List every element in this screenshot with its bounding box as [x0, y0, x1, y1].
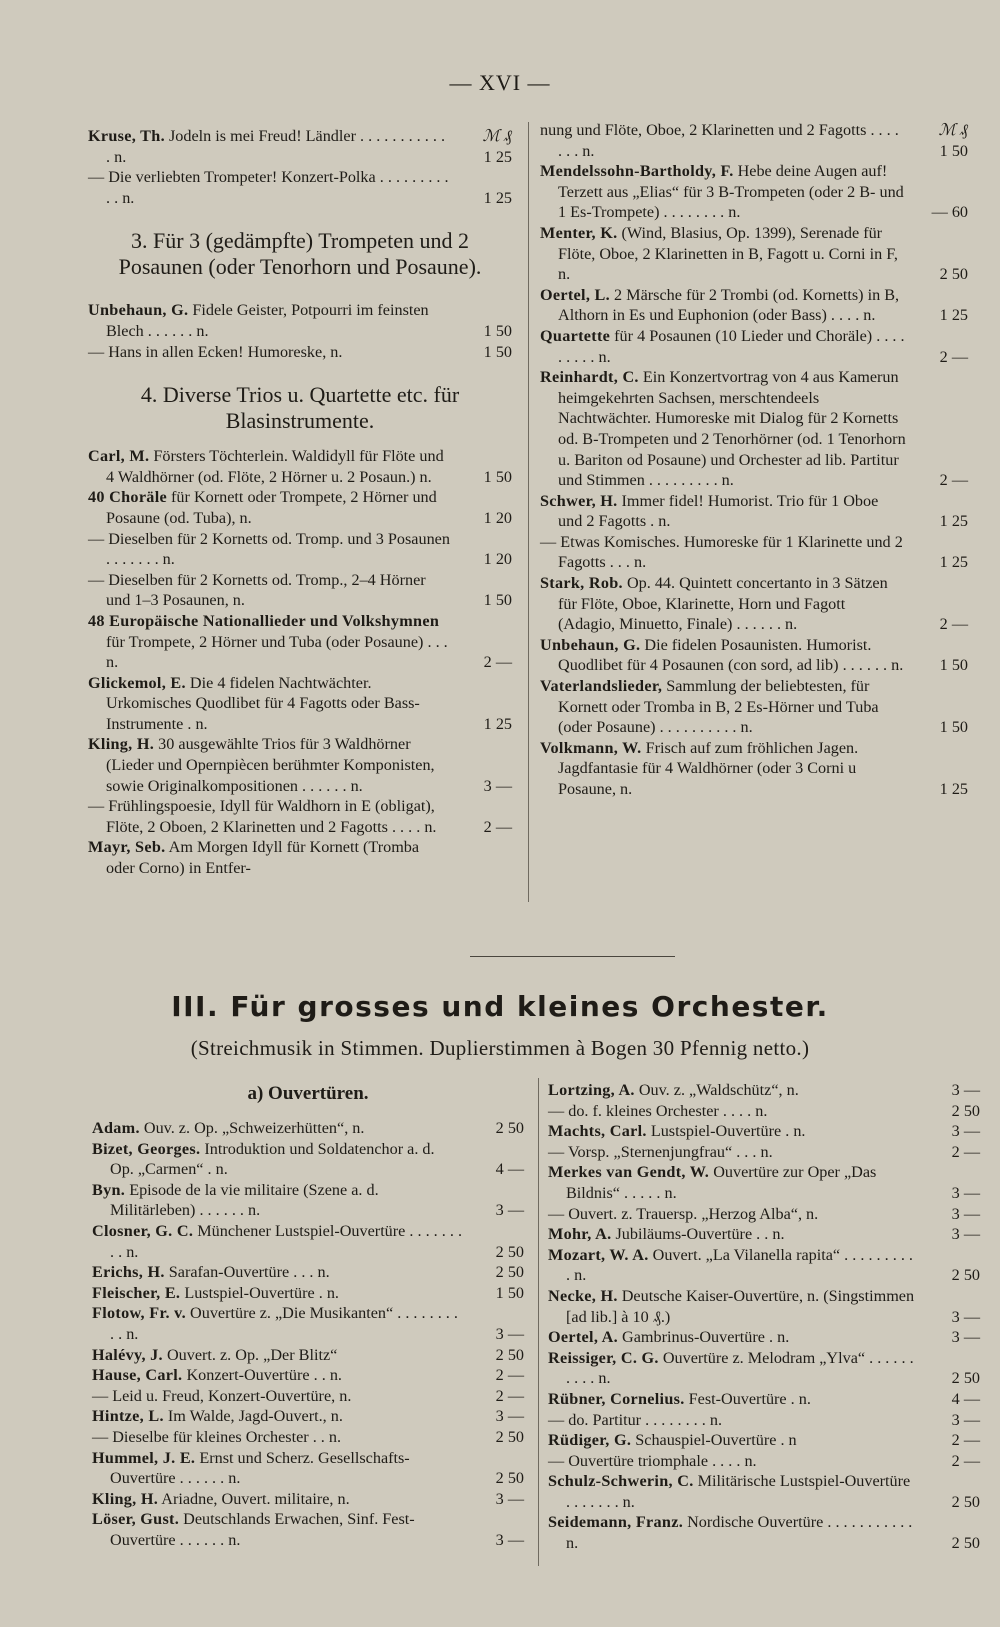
entry-price: 3 — — [495, 1201, 524, 1220]
catalog-entry — [548, 1286, 980, 1327]
spacer — [88, 208, 512, 228]
catalog-entry — [540, 120, 968, 161]
entry-price: 3 — — [495, 1530, 524, 1549]
entry-description: — Dieselbe für kleines Orchester . . n. — [92, 1427, 342, 1446]
entry-description: Ouvertüre z. „Die Musikanten“ . . . . . . . . . . n. — [110, 1304, 458, 1343]
currency-header: ℳ ₰ — [938, 121, 968, 139]
section-subtitle: (Streichmusik in Stimmen. Duplierstimmen à Bogen 30 Pfennig netto.) — [190, 1036, 810, 1060]
entry-composer: Schulz-Schwerin, C. — [548, 1472, 694, 1491]
entry-description: Ariadne, Ouvert. militaire, n. — [158, 1489, 350, 1508]
catalog-entry — [92, 1118, 524, 1139]
entry-composer: Oertel, L. — [540, 285, 610, 304]
entry-description: Konzert-Ouvertüre . . n. — [182, 1366, 342, 1385]
entry-composer: Merkes van Gendt, W. — [548, 1163, 710, 1182]
catalog-entry — [540, 285, 968, 326]
entry-price: 2 50 — [951, 1266, 980, 1285]
entry-composer: Kling, H. — [88, 735, 155, 754]
entry-description: Die 4 fidelen Nachtwächter. Urkomisches Quodlibet für 4 Fagotts oder Bass-Instrumente . n. — [106, 673, 420, 733]
entry-composer: Flotow, Fr. v. — [92, 1304, 186, 1323]
catalog-entry — [92, 1283, 524, 1304]
entry-composer: Glickemol, E. — [88, 673, 186, 692]
entry-price: 2 50 — [495, 1263, 524, 1282]
entry-description: für 4 Posaunen (10 Lieder und Choräle) . . . . . . . . . n. — [558, 326, 905, 366]
entry-price: 1 25 — [483, 147, 512, 166]
entry-composer: Unbehaun, G. — [540, 635, 641, 654]
entry-price: 3 — — [951, 1307, 980, 1326]
entry-description: Hebe deine Augen auf! Terzett aus „Elias“ für 3 B-Trompeten (oder 2 B- und 1 Es-Trompete) . . . . . . . . n. — [558, 162, 904, 222]
spacer — [88, 434, 512, 446]
catalog-entry — [548, 1348, 980, 1389]
catalog-entry — [548, 1512, 980, 1553]
lower-left-column — [92, 1082, 524, 1550]
entry-price: 3 — — [951, 1225, 980, 1244]
entry-price: 2 — — [483, 653, 512, 672]
entry-price: 1 20 — [483, 550, 512, 569]
entry-price: 3 — — [951, 1081, 980, 1099]
entry-composer: Mohr, A. — [548, 1225, 612, 1244]
catalog-entry — [88, 734, 512, 796]
catalog-entry — [92, 1489, 524, 1510]
catalog-entry — [548, 1162, 980, 1203]
entry-price: 2 — — [951, 1431, 980, 1450]
catalog-entry — [540, 635, 968, 676]
entry-price: 2 50 — [939, 265, 968, 284]
catalog-entry — [88, 167, 512, 208]
entry-price: 4 — — [495, 1160, 524, 1179]
entry-description: Frisch auf zum fröhlichen Jagen. Jagdfantasie für 4 Waldhörner (oder 3 Corni u Posaune, n. — [558, 738, 859, 798]
catalog-entry — [548, 1430, 980, 1451]
entry-description: Introduktion und Soldatenchor a. d. Op. „Carmen“ . n. — [110, 1139, 435, 1179]
entry-price: 2 — — [939, 471, 968, 490]
catalog-entry — [88, 487, 512, 528]
upper-left-column — [88, 126, 512, 879]
entry-composer: Fleischer, E. — [92, 1283, 181, 1302]
catalog-entry — [88, 300, 512, 341]
catalog-entry — [92, 1139, 524, 1180]
entry-price: 1 50 — [939, 718, 968, 737]
catalog-entry — [548, 1142, 980, 1163]
entry-price: 2 — — [951, 1142, 980, 1161]
entry-composer: Mendelssohn-Bartholdy, F. — [540, 162, 734, 181]
entry-price: 3 — — [495, 1407, 524, 1426]
entry-price: 2 — — [939, 347, 968, 366]
entry-composer: Hause, Carl. — [92, 1366, 183, 1385]
entry-price: 1 20 — [483, 508, 512, 527]
entry-description: Episode de la vie militaire (Szene a. d. Militärleben) . . . . . . n. — [110, 1180, 379, 1220]
entry-price: 3 — — [951, 1204, 980, 1223]
entry-composer: Reissiger, C. G. — [548, 1348, 659, 1367]
catalog-entry — [540, 532, 968, 573]
entry-description: Ouvert. „La Vilanella rapita“ . . . . . . . . . . n. — [566, 1245, 913, 1285]
entry-price: 1 25 — [939, 512, 968, 531]
entry-description: Die fidelen Posaunisten. Humorist. Quodlibet für 4 Posaunen (con sord, ad lib) . . . . . . n. — [558, 635, 904, 675]
entry-description: Ouvertüre zur Oper „Das Bildnis“ . . . . . n. — [566, 1163, 877, 1202]
page-number: — XVI — — [449, 70, 551, 95]
entry-description: für Trompete, 2 Hörner und Tuba (oder Posaune) . . . n. — [106, 632, 448, 672]
entry-price: 3 — — [951, 1122, 980, 1141]
entry-composer: Volkmann, W. — [540, 738, 642, 757]
lower-right-column — [548, 1080, 980, 1554]
entry-description: Ouv. z. Op. „Schweizerhütten“, n. — [139, 1119, 365, 1137]
entry-description: nung und Flöte, Oboe, 2 Klarinetten und 2 Fagotts . . . . . . . n. — [540, 121, 899, 160]
entry-description: Sarafan-Ouvertüre . . . n. — [164, 1263, 330, 1282]
entry-composer: Unbehaun, G. — [88, 301, 189, 320]
entry-price: 1 50 — [939, 141, 968, 160]
catalog-entry — [540, 326, 968, 367]
entry-price: 1 25 — [939, 780, 968, 798]
entry-description: (Wind, Blasius, Op. 1399), Serenade für Flöte, Oboe, 2 Klarinetten in B, Fagott u. Corni in F, n. — [558, 223, 898, 284]
entry-description: Deutschlands Erwachen, Sinf. Fest-Ouvertüre . . . . . . n. — [110, 1510, 415, 1549]
entry-composer: Oertel, A. — [548, 1328, 618, 1347]
entry-description: — Etwas Komisches. Humoreske für 1 Klarinette und 2 Fagotts . . . n. — [540, 532, 903, 572]
catalog-entry — [88, 529, 512, 570]
catalog-entry — [92, 1386, 524, 1407]
entry-description: Am Morgen Idyll für Kornett (Tromba oder Corno) in Entfer- — [106, 838, 420, 878]
catalog-entry — [88, 796, 512, 837]
entry-description: Münchener Lustspiel-Ouvertüre . . . . . . . . . n. — [110, 1221, 463, 1261]
category-heading: 3. Für 3 (gedämpfte) Trompeten und 2 Posaunen (oder Tenorhorn und Posaune). — [118, 228, 482, 280]
entry-composer: Lortzing, A. — [548, 1081, 635, 1099]
catalog-entry — [92, 1509, 524, 1550]
entry-composer: 48 Europäische Nationallieder und Volkshymnen — [88, 611, 440, 630]
entry-description: Fest-Ouvertüre . n. — [684, 1389, 811, 1408]
entry-composer: Vaterlandslieder, — [540, 677, 663, 696]
entry-description: — Dieselben für 2 Kornetts od. Tromp. und 3 Posaunen . . . . . . . n. — [88, 529, 450, 569]
entry-composer: Carl, M. — [88, 447, 150, 466]
catalog-entry — [92, 1448, 524, 1489]
entry-price: 2 — — [939, 615, 968, 634]
catalog-entry — [548, 1389, 980, 1410]
entry-composer: Machts, Carl. — [548, 1122, 647, 1141]
category-heading: 4. Diverse Trios u. Quartette etc. für Blasinstrumente. — [140, 382, 460, 434]
entry-composer: Rübner, Cornelius. — [548, 1389, 685, 1408]
catalog-entry — [92, 1262, 524, 1283]
catalog-entry — [540, 223, 968, 285]
catalog-entry — [88, 570, 512, 611]
entry-composer: Stark, Rob. — [540, 574, 623, 593]
entry-description: Lustspiel-Ouvertüre . n. — [646, 1122, 806, 1141]
entry-price: 2 50 — [495, 1242, 524, 1261]
entry-price: 2 50 — [951, 1101, 980, 1120]
entry-description: Ouvertüre z. Melodram „Ylva“ . . . . . . . . . . n. — [566, 1348, 914, 1388]
entry-description: — Die verliebten Trompeter! Konzert-Polka . . . . . . . . . . . n. — [88, 168, 449, 207]
catalog-entry — [92, 1345, 524, 1366]
catalog-entry — [92, 1406, 524, 1427]
entry-description: 2 Märsche für 2 Trombi (od. Kornetts) in B, Althorn in Es und Euphonion (oder Bass) . . . . n. — [558, 285, 900, 325]
catalog-entry — [548, 1080, 980, 1101]
entry-price: 1 50 — [939, 656, 968, 675]
entry-description: Sammlung der beliebtesten, für Kornett oder Tromba in B, 2 Es-Hörner und Tuba (oder Posaune) . . . . . . . . . . n. — [558, 677, 879, 737]
entry-composer: Seidemann, Franz. — [548, 1513, 684, 1532]
catalog-entry — [540, 573, 968, 635]
entry-price: 3 — — [951, 1183, 980, 1202]
entry-description: Jodeln is mei Freud! Ländler . . . . . . . . . . . . n. — [106, 127, 446, 166]
entry-price: 2 50 — [495, 1469, 524, 1488]
entry-composer: 40 Choräle — [88, 488, 167, 507]
catalog-entry — [548, 1121, 980, 1142]
entry-price: 3 — — [495, 1489, 524, 1508]
entry-composer: Kling, H. — [92, 1489, 159, 1508]
entry-composer: Erichs, H. — [92, 1263, 165, 1282]
entry-description: — Frühlingspoesie, Idyll für Waldhorn in E (obligat), Flöte, 2 Oboen, 2 Klarinetten und 2 Fagotts . . . . n. — [88, 797, 437, 836]
entry-description: Ein Konzertvortrag von 4 aus Kamerun heimgekehrten Sachsen, merschtendeels Nachtwächter. Humoreske mit Dialog für 2 Kornetts od. B-Trompeten und 2 Tenorhörner (od. 1 Tenorhorn u. Bariton od Posaune) und Orchester ad lib. Partitur und Stimmen . . . . . . . . . n. — [558, 368, 906, 490]
entry-price: 2 50 — [495, 1345, 524, 1364]
section-separator-rule — [470, 956, 675, 957]
entry-description: — Leid u. Freud, Konzert-Ouvertüre, n. — [92, 1386, 352, 1405]
entry-composer: Hummel, J. E. — [92, 1448, 196, 1467]
catalog-entry — [540, 161, 968, 223]
entry-description: Militärische Lustspiel-Ouvertüre . . . . . . . n. — [566, 1472, 911, 1511]
entry-composer: Mayr, Seb. — [88, 838, 166, 857]
catalog-entry — [88, 126, 512, 167]
entry-price: 1 25 — [483, 188, 512, 207]
entry-price: 3 — — [483, 776, 512, 795]
entry-price: 1 25 — [483, 714, 512, 733]
entry-description: — Dieselben für 2 Kornetts od. Tromp., 2–4 Hörner und 1–3 Posaunen, n. — [88, 570, 426, 610]
catalog-entry — [548, 1204, 980, 1225]
entry-price: 2 — — [495, 1386, 524, 1405]
entry-composer: Reinhardt, C. — [540, 368, 639, 387]
catalog-entry — [92, 1221, 524, 1262]
entry-price: 2 — — [495, 1366, 524, 1385]
entry-description: für Kornett oder Trompete, 2 Hörner und Posaune (od. Tuba), n. — [106, 488, 437, 527]
entry-price: 1 25 — [939, 306, 968, 325]
entry-composer: Rüdiger, G. — [548, 1431, 632, 1450]
entry-description: — do. f. kleines Orchester . . . . n. — [548, 1101, 768, 1120]
entry-description: Nordische Ouvertüre . . . . . . . . . . . n. — [566, 1513, 913, 1553]
entry-price: 3 — — [951, 1328, 980, 1347]
entry-description: Fidele Geister, Potpourri im feinsten Blech . . . . . . n. — [106, 301, 429, 340]
entry-description: Op. 44. Quintett concertanto in 3 Sätzen für Flöte, Oboe, Klarinette, Horn und Fagott (Adagio, Minuetto, Finale) . . . . . . n. — [558, 574, 888, 634]
entry-price: 2 50 — [495, 1427, 524, 1446]
entry-description: Immer fidel! Humorist. Trio für 1 Oboe und 2 Fagotts . n. — [558, 491, 879, 531]
entry-composer: Schwer, H. — [540, 491, 618, 510]
entry-description: Ouv. z. „Waldschütz“, n. — [634, 1081, 799, 1099]
catalog-entry — [92, 1365, 524, 1386]
catalog-entry — [548, 1245, 980, 1286]
catalog-entry — [540, 491, 968, 532]
entry-price: 2 50 — [951, 1534, 980, 1553]
catalog-entry — [548, 1410, 980, 1431]
catalog-entry — [548, 1101, 980, 1122]
lower-column-divider — [538, 1078, 539, 1566]
spacer — [88, 362, 512, 382]
entry-composer: Bizet, Georges. — [92, 1139, 201, 1158]
entry-description: Schauspiel-Ouvertüre . n — [631, 1431, 797, 1450]
entry-description: Lustspiel-Ouvertüre . n. — [180, 1283, 339, 1302]
entry-price: 1 50 — [483, 467, 512, 486]
currency-header: ℳ ₰ — [482, 127, 512, 145]
entry-description: Ernst und Scherz. Gesellschafts-Ouvertüre . . . . . . n. — [110, 1448, 410, 1488]
entry-description: 30 ausgewählte Trios für 3 Waldhörner (Lieder und Opernpiècen berühmter Komponisten, sowie Originalkompositionen . . . . . . n. — [106, 735, 435, 795]
catalog-entry — [540, 738, 968, 800]
entry-price: 1 25 — [939, 553, 968, 572]
entry-description: Jubiläums-Ouvertüre . . n. — [611, 1225, 785, 1244]
catalog-entry — [88, 342, 512, 363]
entry-price: 2 — — [483, 817, 512, 836]
catalog-entry — [548, 1471, 980, 1512]
entry-composer: Mozart, W. A. — [548, 1245, 649, 1264]
entry-price: 1 50 — [483, 342, 512, 361]
entry-price: — 60 — [931, 203, 968, 222]
entry-description: — Ouvertüre triomphale . . . . n. — [548, 1451, 757, 1470]
catalog-entry — [540, 676, 968, 738]
entry-description: — do. Partitur . . . . . . . . n. — [548, 1410, 723, 1429]
entry-description: — Ouvert. z. Trauersp. „Herzog Alba“, n. — [548, 1204, 819, 1223]
catalog-entry — [548, 1327, 980, 1348]
entry-description: Gambrinus-Ouvertüre . n. — [617, 1328, 790, 1347]
entry-composer: Menter, K. — [540, 223, 618, 242]
entry-price: 3 — — [951, 1410, 980, 1429]
entry-price: 2 — — [951, 1451, 980, 1470]
section-title: III. Für grosses und kleines Orchester. — [171, 990, 829, 1023]
entry-price: 2 50 — [951, 1492, 980, 1511]
entry-composer: Adam. — [92, 1119, 140, 1137]
catalog-entry — [92, 1427, 524, 1448]
entry-price: 1 50 — [483, 591, 512, 610]
entry-composer: Halévy, J. — [92, 1345, 163, 1364]
entry-price: 2 50 — [951, 1369, 980, 1388]
catalog-entry — [540, 367, 968, 491]
catalog-entry — [88, 673, 512, 735]
entry-description: Im Walde, Jagd-Ouvert., n. — [163, 1407, 343, 1426]
entry-composer: Necke, H. — [548, 1286, 618, 1305]
entry-description: Deutsche Kaiser-Ouvertüre, n. (Singstimmen [ad lib.] à 10 ₰.) — [566, 1286, 915, 1326]
entry-composer: Byn. — [92, 1180, 126, 1199]
entry-description: Ouvert. z. Op. „Der Blitz“ — [162, 1345, 338, 1364]
entry-composer: Löser, Gust. — [92, 1510, 180, 1529]
catalog-entry — [92, 1303, 524, 1344]
upper-right-column — [540, 120, 968, 800]
catalog-entry — [92, 1180, 524, 1221]
upper-column-divider — [528, 122, 529, 902]
entry-composer: Hintze, L. — [92, 1407, 164, 1426]
entry-price: 4 — — [951, 1389, 980, 1408]
entry-price: 2 50 — [495, 1119, 524, 1137]
entry-composer: Closner, G. C. — [92, 1221, 194, 1240]
entry-description: — Hans in allen Ecken! Humoreske, n. — [88, 342, 343, 361]
catalog-entry — [548, 1451, 980, 1472]
entry-composer: Quartette — [540, 326, 611, 345]
catalog-entry — [548, 1224, 980, 1245]
catalog-entry — [88, 611, 512, 673]
catalog-entry — [88, 837, 512, 878]
entry-description: — Vorsp. „Sternenjungfrau“ . . . n. — [548, 1142, 773, 1161]
catalog-entry — [88, 446, 512, 487]
entry-composer: Kruse, Th. — [88, 127, 165, 145]
entry-description: Försters Töchterlein. Waldidyll für Flöte und 4 Waldhörner (od. Flöte, 2 Hörner u. 2 Posaun.) n. — [106, 447, 444, 486]
spacer — [88, 280, 512, 300]
subsection-heading: a) Ouvertüren. — [247, 1083, 369, 1104]
entry-price: 1 50 — [495, 1283, 524, 1302]
entry-price: 3 — — [495, 1324, 524, 1343]
entry-price: 1 50 — [483, 321, 512, 340]
